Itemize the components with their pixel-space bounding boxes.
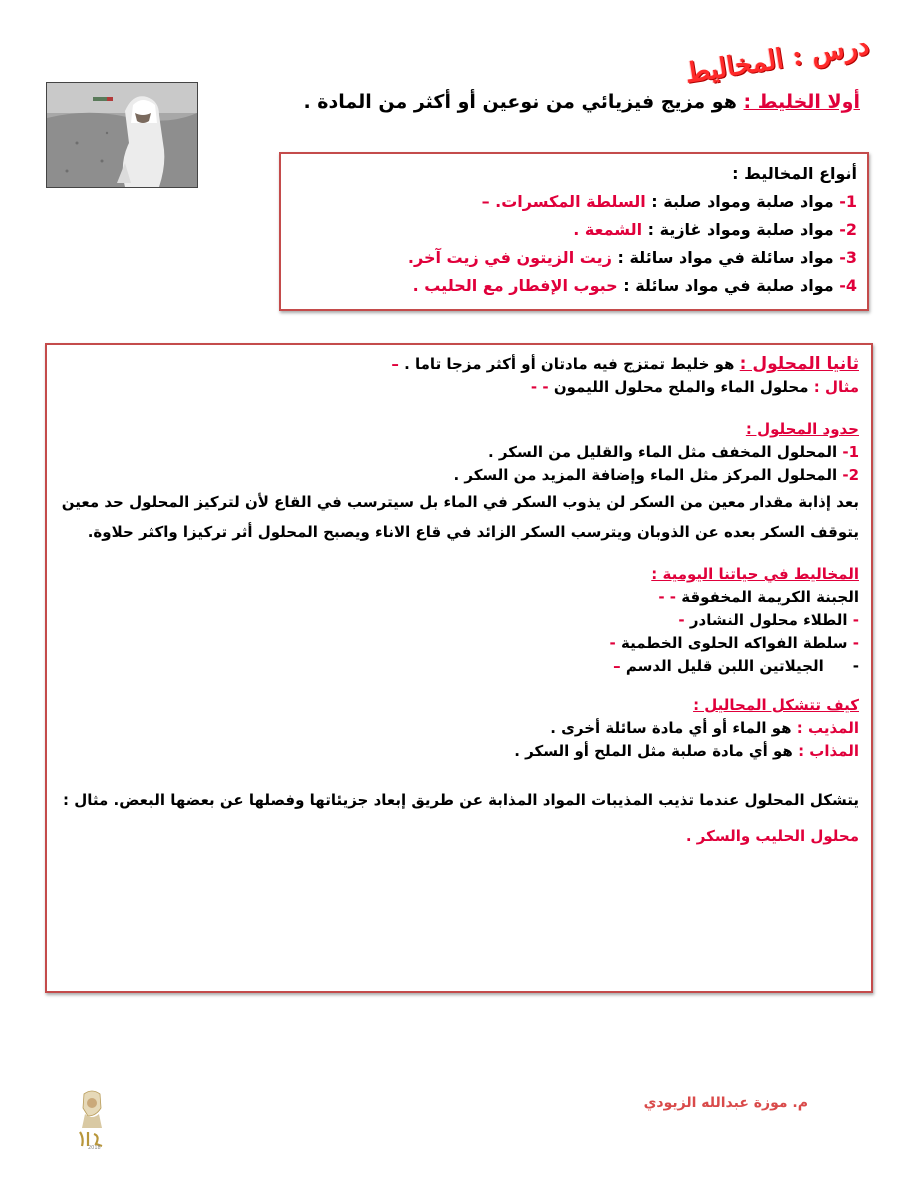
solution-text: هو خليط تمتزج فيه مادتان أو أكثر مزجا تاما . bbox=[404, 355, 735, 373]
zayed-logo-graphic bbox=[74, 1088, 110, 1150]
limits-item bbox=[59, 441, 859, 464]
solution-example bbox=[59, 376, 859, 399]
daily-item-text: سلطة الفواكه الحلوى الخطمية bbox=[621, 634, 848, 652]
daily-heading: المخاليط في حياتنا اليومية : bbox=[651, 565, 859, 583]
limits-paragraph: بعد إذابة مقدار معين من السكر لن يذوب السكر في الماء بل سيترسب في القاع لأن لتركيز المحلول حد معين يتوقف السكر بعده عن الذوبان ويترسب السكر الزائد في قاع الاناء ويصبح المحلول أثر تركيزا واكثر حلاوة. bbox=[61, 493, 859, 541]
formation-heading: كيف تتشكل المحاليل : bbox=[693, 696, 859, 714]
limits-heading: حدود المحلول : bbox=[745, 420, 859, 438]
solution-tail: – bbox=[391, 355, 399, 373]
item-number: 4- bbox=[839, 276, 857, 295]
footer-author: م. موزة عبدالله الزيودي bbox=[643, 1095, 808, 1111]
zayed-logo bbox=[74, 1088, 110, 1150]
item-text: المحلول المركز مثل الماء وإضافة المزيد من السكر . bbox=[453, 466, 838, 484]
daily-item-text: الجبنة الكريمة المخفوقة bbox=[681, 588, 859, 606]
daily-item-lead: - bbox=[852, 611, 859, 629]
item-number: 2- bbox=[842, 466, 859, 484]
mixture-label: أولا الخليط : bbox=[743, 91, 860, 113]
item-text: مواد صلبة في مواد سائلة : bbox=[623, 276, 834, 295]
daily-item bbox=[59, 655, 859, 678]
item-text: مواد صلبة ومواد صلبة : bbox=[651, 192, 834, 211]
example-text: محلول الماء والملح محلول الليمون bbox=[553, 378, 809, 396]
types-item bbox=[291, 244, 857, 272]
sheikh-photo bbox=[46, 82, 198, 188]
item-example: السلطة المكسرات. – bbox=[481, 192, 646, 211]
item-text: مواد صلبة ومواد غازية : bbox=[647, 220, 834, 239]
daily-item-text: الطلاء محلول النشادر bbox=[689, 611, 848, 629]
solution-definition bbox=[59, 353, 859, 376]
item-number: 1- bbox=[839, 192, 857, 211]
example-tail: - - bbox=[530, 378, 549, 396]
photo-illustration bbox=[47, 83, 197, 187]
types-item bbox=[291, 272, 857, 300]
formation-paragraph-text: يتشكل المحلول عندما تذيب المذيبات المواد المذابة عن طريق إبعاد جزيئاتها وفصلها عن بعضها البعض. مثال : bbox=[63, 791, 859, 809]
formation-paragraph-example: محلول الحليب والسكر . bbox=[685, 827, 859, 845]
solvent-label: المذيب : bbox=[796, 719, 859, 737]
daily-item-lead: - bbox=[852, 634, 859, 652]
formation-paragraph bbox=[59, 782, 859, 854]
types-item bbox=[291, 188, 857, 216]
item-example: زيت الزيتون في زيت آخر. bbox=[407, 248, 612, 267]
svg-text:2018: 2018 bbox=[88, 1145, 101, 1150]
solvent-line bbox=[59, 717, 859, 740]
daily-item-text: الجيلاتين اللبن قليل الدسم bbox=[625, 657, 824, 675]
lesson-title: درس : المخاليط bbox=[682, 29, 872, 90]
item-example: حبوب الإفطار مع الحليب . bbox=[412, 276, 618, 295]
item-example: الشمعة . bbox=[573, 220, 643, 239]
example-label: مثال : bbox=[813, 378, 859, 396]
solute-line bbox=[59, 740, 859, 763]
mixture-types-box bbox=[279, 152, 869, 311]
daily-item bbox=[59, 609, 859, 632]
item-text: مواد سائلة في مواد سائلة : bbox=[617, 248, 834, 267]
daily-item-mark: - bbox=[609, 634, 616, 652]
solution-label: ثانيا المحلول : bbox=[739, 354, 859, 374]
daily-item bbox=[59, 632, 859, 655]
daily-item-mark: - bbox=[678, 611, 685, 629]
item-number: 3- bbox=[839, 248, 857, 267]
daily-item-lead: - bbox=[852, 657, 859, 675]
daily-item bbox=[59, 586, 859, 609]
item-number: 1- bbox=[842, 443, 859, 461]
mixture-text: هو مزيج فيزيائي من نوعين أو أكثر من المادة . bbox=[303, 91, 737, 113]
types-item bbox=[291, 216, 857, 244]
item-text: المحلول المخفف مثل الماء والقليل من السكر . bbox=[488, 443, 838, 461]
daily-item-mark: - - bbox=[658, 588, 677, 606]
daily-item-mark: – bbox=[613, 657, 621, 675]
limits-item bbox=[59, 464, 859, 487]
solute-label: المذاب : bbox=[798, 742, 859, 760]
item-number: 2- bbox=[839, 220, 857, 239]
mixture-definition bbox=[300, 87, 860, 117]
types-heading: أنواع المخاليط : bbox=[732, 164, 857, 183]
solute-text: هو أي مادة صلبة مثل الملح أو السكر . bbox=[514, 742, 793, 760]
solvent-text: هو الماء أو أي مادة سائلة أخرى . bbox=[550, 719, 792, 737]
solution-box bbox=[45, 343, 873, 993]
